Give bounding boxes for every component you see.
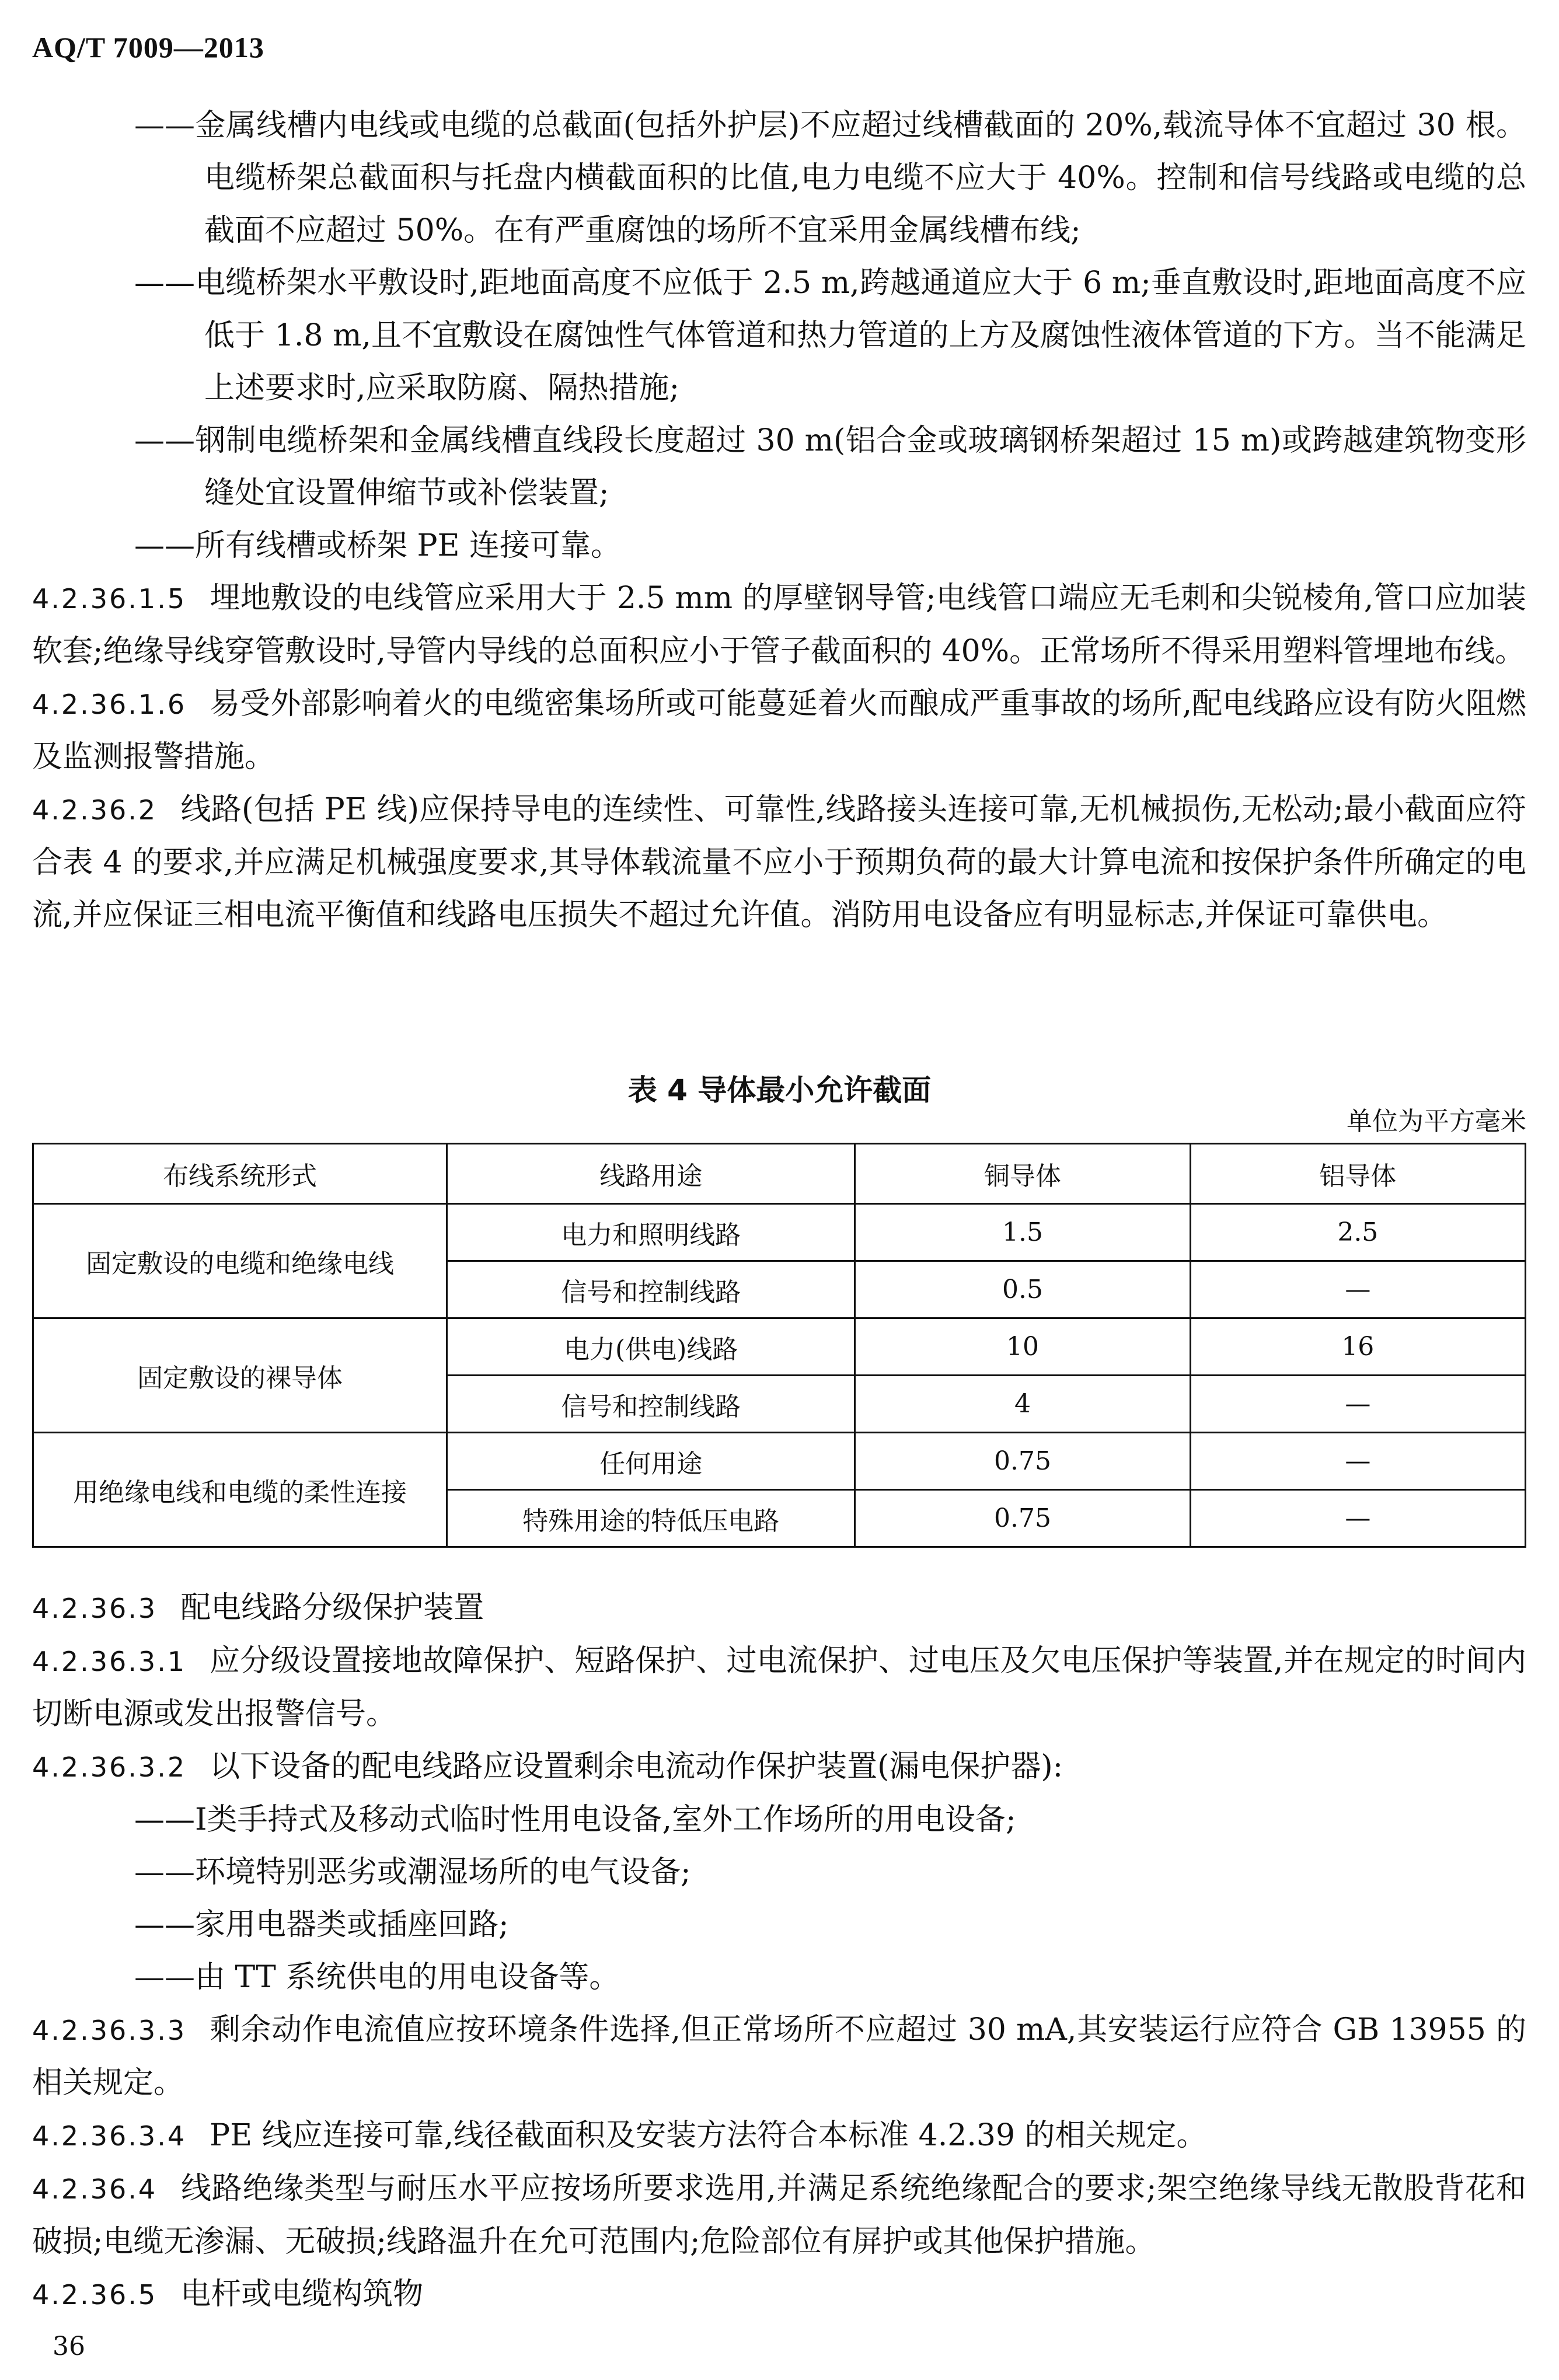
usage-cell: 信号和控制线路 (447, 1261, 855, 1318)
aluminum-cell: — (1190, 1376, 1525, 1433)
clause-number: 4.2.36.4 (32, 2173, 158, 2205)
clause-number: 4.2.36.3.2 (32, 1751, 187, 1783)
copper-cell: 0.75 (855, 1433, 1190, 1490)
clause-paragraph (32, 2004, 1526, 2109)
clause-number: 4.2.36.1.6 (32, 689, 187, 720)
aluminum-cell: 2.5 (1190, 1204, 1525, 1261)
usage-cell: 电力和照明线路 (447, 1204, 855, 1261)
system-type-cell: 固定敷设的裸导体 (33, 1318, 447, 1433)
table-header-cell: 铝导体 (1190, 1144, 1525, 1204)
dash-item: ——金属线槽内电线或电缆的总截面(包括外护层)不应超过线槽截面的 20%,载流导体不宜超过 30 根。电缆桥架总截面积与托盘内横截面积的比值,电力电缆不应大于 40%。控制和信号线路或电缆的总截面不应超过 50%。在有严重腐蚀的场所不宜采用金属线槽布线; (134, 108, 1526, 248)
system-type-cell: 固定敷设的电缆和绝缘电线 (33, 1204, 447, 1318)
clause-number: 4.2.36.5 (32, 2279, 158, 2311)
clause-paragraph (32, 2268, 1526, 2321)
page-number: 36 (53, 2332, 85, 2361)
clause-paragraph (32, 572, 1526, 678)
dash-item: ——由 TT 系统供电的用电设备等。 (134, 1960, 620, 1995)
clause-paragraph (32, 2109, 1526, 2162)
clause-text: 剩余动作电流值应按环境条件选择,但正常场所不应超过 30 mA,其安装运行应符合 GB 13955 的相关规定。 (32, 2012, 1526, 2100)
clause-paragraph (32, 2162, 1526, 2268)
clause-number: 4.2.36.3 (32, 1593, 158, 1624)
usage-cell: 电力(供电)线路 (447, 1318, 855, 1376)
copper-cell: 0.5 (855, 1261, 1190, 1318)
copper-cell: 0.75 (855, 1490, 1190, 1547)
aluminum-cell: — (1190, 1433, 1525, 1490)
clause-text: 以下设备的配电线路应设置剩余电流动作保护装置(漏电保护器): (210, 1749, 1063, 1784)
clause-text: 线路(包括 PE 线)应保持导电的连续性、可靠性,线路接头连接可靠,无机械损伤,无松动;最小截面应符合表 4 的要求,并应满足机械强度要求,其导体载流量不应小于预期负荷的最大计算电流和按保护条件所确定的电流,并应保证三相电流平衡值和线路电压损失不超过允许值。消防用电设备应有明显标志,并保证可靠供电。 (32, 792, 1526, 933)
dash-item: ——环境特别恶劣或潮湿场所的电气设备; (134, 1855, 691, 1890)
table-header-row (33, 1144, 1526, 1204)
usage-cell: 任何用途 (447, 1433, 855, 1490)
clause-text: 配电线路分级保护装置 (180, 1590, 484, 1625)
table-title: 表 4 导体最小允许截面 (627, 1073, 932, 1107)
body-text-bottom (32, 1582, 1526, 2321)
clause-paragraph (32, 1740, 1526, 1793)
clause-text: PE 线应连接可靠,线径截面积及安装方法符合本标准 4.2.39 的相关规定。 (210, 2118, 1207, 2153)
clause-text: 易受外部影响着火的电缆密集场所或可能蔓延着火而酿成严重事故的场所,配电线路应设有防火阻燃及监测报警措施。 (32, 686, 1526, 774)
table-unit: 单位为平方毫米 (1347, 1107, 1526, 1136)
usage-cell: 信号和控制线路 (447, 1376, 855, 1433)
aluminum-cell: 16 (1190, 1318, 1525, 1376)
clause-paragraph (32, 1582, 1526, 1635)
dash-item: ——Ⅰ类手持式及移动式临时性用电设备,室外工作场所的用电设备; (134, 1802, 1016, 1837)
aluminum-cell: — (1190, 1490, 1525, 1547)
table-row (33, 1318, 1526, 1376)
clause-number: 4.2.36.3.4 (32, 2120, 187, 2152)
clause-paragraph (32, 678, 1526, 783)
aluminum-cell: — (1190, 1261, 1525, 1318)
table-header-cell: 铜导体 (855, 1144, 1190, 1204)
clause-text: 应分级设置接地故障保护、短路保护、过电流保护、过电压及欠电压保护等装置,并在规定的时间内切断电源或发出报警信号。 (32, 1643, 1526, 1732)
dash-item: ——所有线槽或桥架 PE 连接可靠。 (134, 528, 622, 563)
clause-number: 4.2.36.1.5 (32, 583, 187, 615)
copper-cell: 10 (855, 1318, 1190, 1376)
system-type-cell: 用绝缘电线和电缆的柔性连接 (33, 1433, 447, 1547)
usage-cell: 特殊用途的特低压电路 (447, 1490, 855, 1547)
standard-code-header: AQ/T 7009—2013 (32, 31, 264, 64)
table-header-cell: 线路用途 (447, 1144, 855, 1204)
min-cross-section-table (32, 1143, 1526, 1548)
clause-number: 4.2.36.3.1 (32, 1646, 187, 1677)
table-row (33, 1204, 1526, 1261)
clause-paragraph (32, 783, 1526, 941)
clause-number: 4.2.36.2 (32, 794, 158, 826)
dash-item: ——家用电器类或插座回路; (134, 1907, 509, 1942)
clause-paragraph (32, 1635, 1526, 1740)
body-text-top (32, 99, 1526, 941)
clause-text: 电杆或电缆构筑物 (180, 2277, 424, 2312)
dash-item: ——电缆桥架水平敷设时,距地面高度不应低于 2.5 m,跨越通道应大于 6 m;垂直敷设时,距地面高度不应低于 1.8 m,且不宜敷设在腐蚀性气体管道和热力管道的上方及腐蚀性液体管道的下方。当不能满足上述要求时,应采取防腐、隔热措施; (134, 266, 1526, 406)
table-row (33, 1433, 1526, 1490)
clause-text: 线路绝缘类型与耐压水平应按场所要求选用,并满足系统绝缘配合的要求;架空绝缘导线无散股背花和破损;电缆无渗漏、无破损;线路温升在允可范围内;危险部位有屏护或其他保护措施。 (32, 2171, 1526, 2259)
table-header-cell: 布线系统形式 (33, 1144, 447, 1204)
clause-text: 埋地敷设的电线管应采用大于 2.5 mm 的厚壁钢导管;电线管口端应无毛刺和尖锐棱角,管口应加装软套;绝缘导线穿管敷设时,导管内导线的总面积应小于管子截面积的 40%。正常场所不得采用塑料管埋地布线。 (32, 581, 1526, 669)
clause-number: 4.2.36.3.3 (32, 2015, 187, 2046)
dash-item: ——钢制电缆桥架和金属线槽直线段长度超过 30 m(铝合金或玻璃钢桥架超过 15 m)或跨越建筑物变形缝处宜设置伸缩节或补偿装置; (134, 423, 1526, 511)
copper-cell: 1.5 (855, 1204, 1190, 1261)
copper-cell: 4 (855, 1376, 1190, 1433)
